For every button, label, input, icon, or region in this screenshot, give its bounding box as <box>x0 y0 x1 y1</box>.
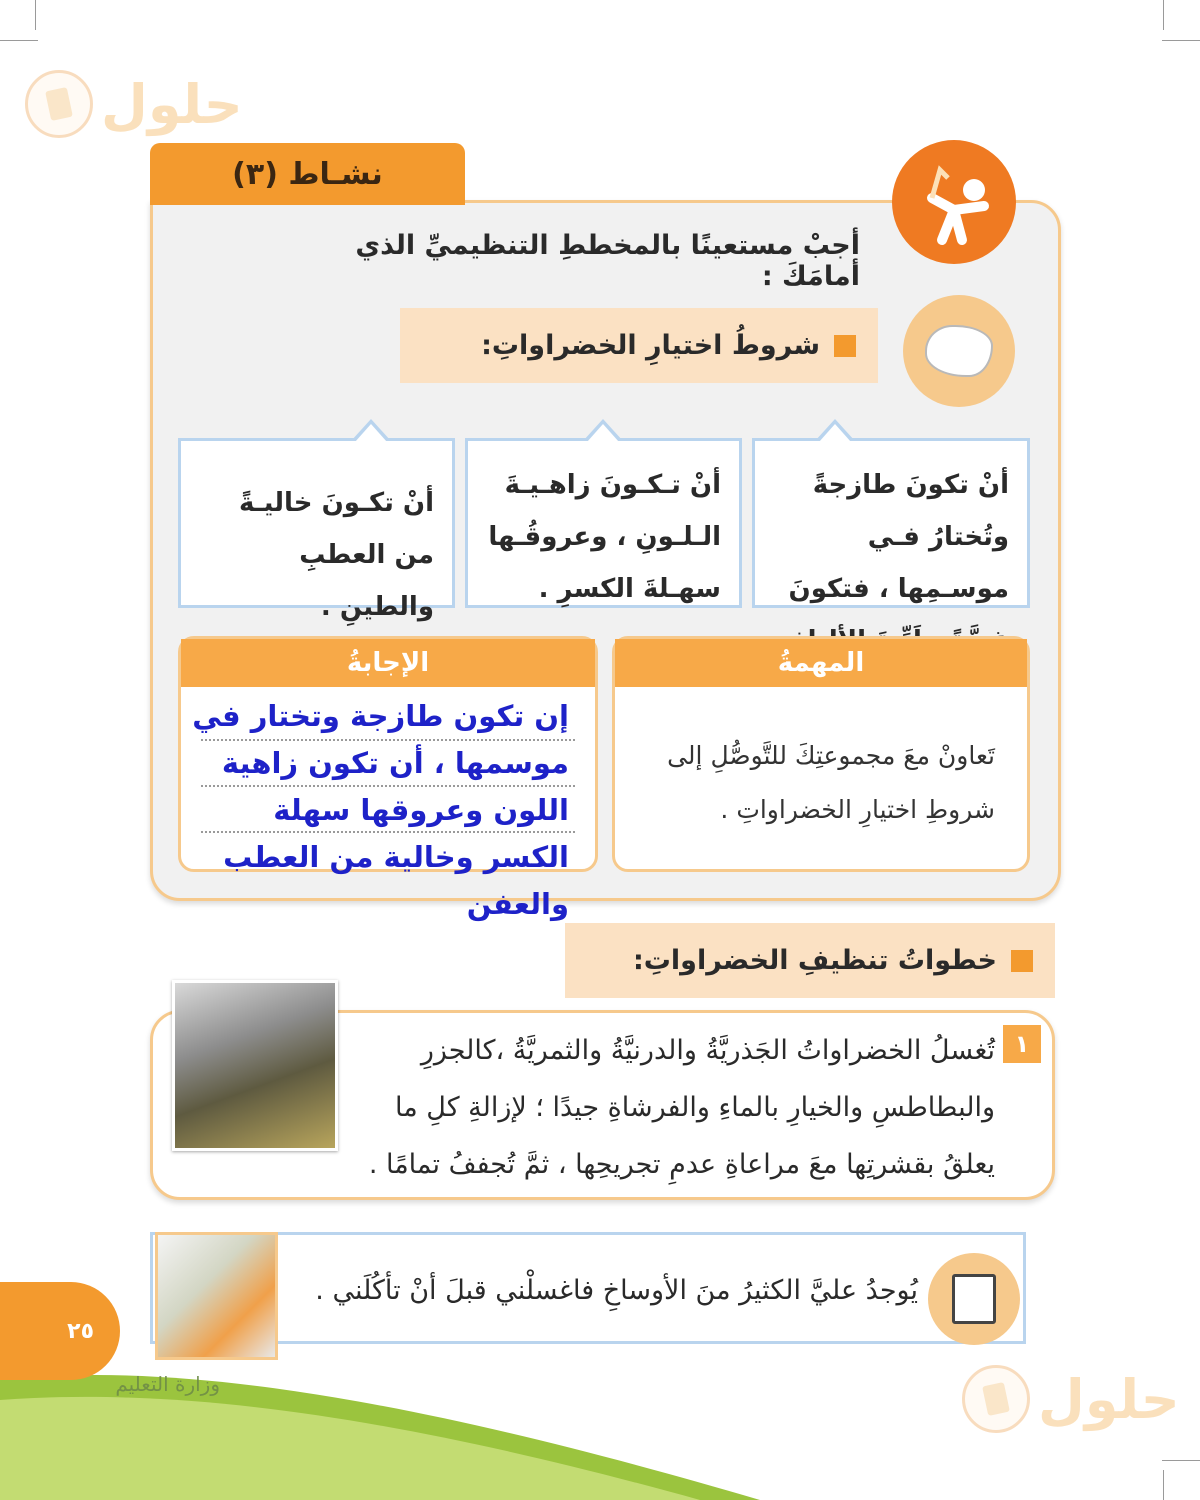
task-box <box>612 636 1030 872</box>
step-text: تُغسلُ الخضراواتُ الجَذريَّةُ والدرنيَّةُ والثمريَّةُ ،كالجزرِ والبطاطسِ والخيارِ بالماءِ والفرشاةِ جيدًا ؛ لإزالةِ كلِ ما يعلقُ بقشرتِها معَ مراعاةِ عدمِ تجريحِها ، ثمَّ تُجففُ تمامًا . <box>368 1035 995 1180</box>
watermark-logo <box>962 1365 1180 1433</box>
answer-text: إن تكون طازجة وتختار في موسمها ، أن تكون زاهية اللون وعروقها سهلة الكسر وخالية من العطب والعفن <box>192 699 569 921</box>
crop-mark <box>1162 1460 1200 1461</box>
condition-box <box>178 438 455 622</box>
crop-mark <box>1162 40 1200 41</box>
bullet-square-icon <box>834 335 856 357</box>
step-number: ١ <box>1003 1025 1041 1063</box>
conditions-heading <box>400 308 878 383</box>
cleaning-heading-text: خطواتُ تنظيفِ الخضراواتِ: <box>633 945 997 976</box>
page-number: ٢٥ <box>0 1282 120 1380</box>
condition-box <box>752 438 1030 608</box>
cleaning-heading <box>565 923 1055 998</box>
activity-tab: نشـاط (٣) <box>150 143 465 205</box>
crop-mark <box>1163 1470 1164 1500</box>
instruction-text: أجبْ مستعينًا بالمخططِ التنظيميِّ الذي أمامَكَ : <box>355 230 860 292</box>
watermark-text: حلول <box>101 72 243 136</box>
saudi-map-icon <box>903 295 1015 407</box>
conditions-heading-text: شروطُ اختيارِ الخضراواتِ: <box>481 330 820 361</box>
green-swoosh <box>0 1340 760 1500</box>
condition-text: أنْ تـكـونَ زاهـيـةَ الـلـونِ ، وعروقُـها سهـلةَ الكسرِ . <box>488 470 721 604</box>
watermark-text: حلول <box>1038 1367 1180 1431</box>
condition-text: أنْ تكـونَ خاليـةً من العطبِ والطينِ . <box>239 488 434 622</box>
notepad-icon <box>928 1253 1020 1345</box>
bullet-square-icon <box>1011 950 1033 972</box>
crop-mark <box>35 0 36 30</box>
note-text: يُوجدُ عليَّ الكثيرُ منَ الأوساخِ فاغسلْني قبلَ أنْ تأكُلَني . <box>315 1275 918 1306</box>
answer-box <box>178 636 598 921</box>
condition-text: أنْ تكونَ طازجةً وتُختارُ فـي موسـمِها ، فتكونَ <box>788 470 1009 604</box>
seal-icon <box>962 1365 1030 1433</box>
task-title: المهمةُ <box>615 639 1027 687</box>
task-text: تَعاونْ معَ مجموعتِكَ للتَّوصُّلِ إلى شروطِ اختيارِ الخضراواتِ . <box>667 741 995 824</box>
ministry-logo-text: وزارة التعليم <box>115 1372 220 1396</box>
seal-icon <box>25 70 93 138</box>
answer-title: الإجابةُ <box>181 639 595 687</box>
condition-box <box>465 438 742 608</box>
washing-vegetables-photo <box>172 980 338 1151</box>
crop-mark <box>1163 0 1164 30</box>
watermark-logo <box>25 70 243 138</box>
crop-mark <box>0 40 38 41</box>
activity-person-icon <box>892 140 1016 264</box>
